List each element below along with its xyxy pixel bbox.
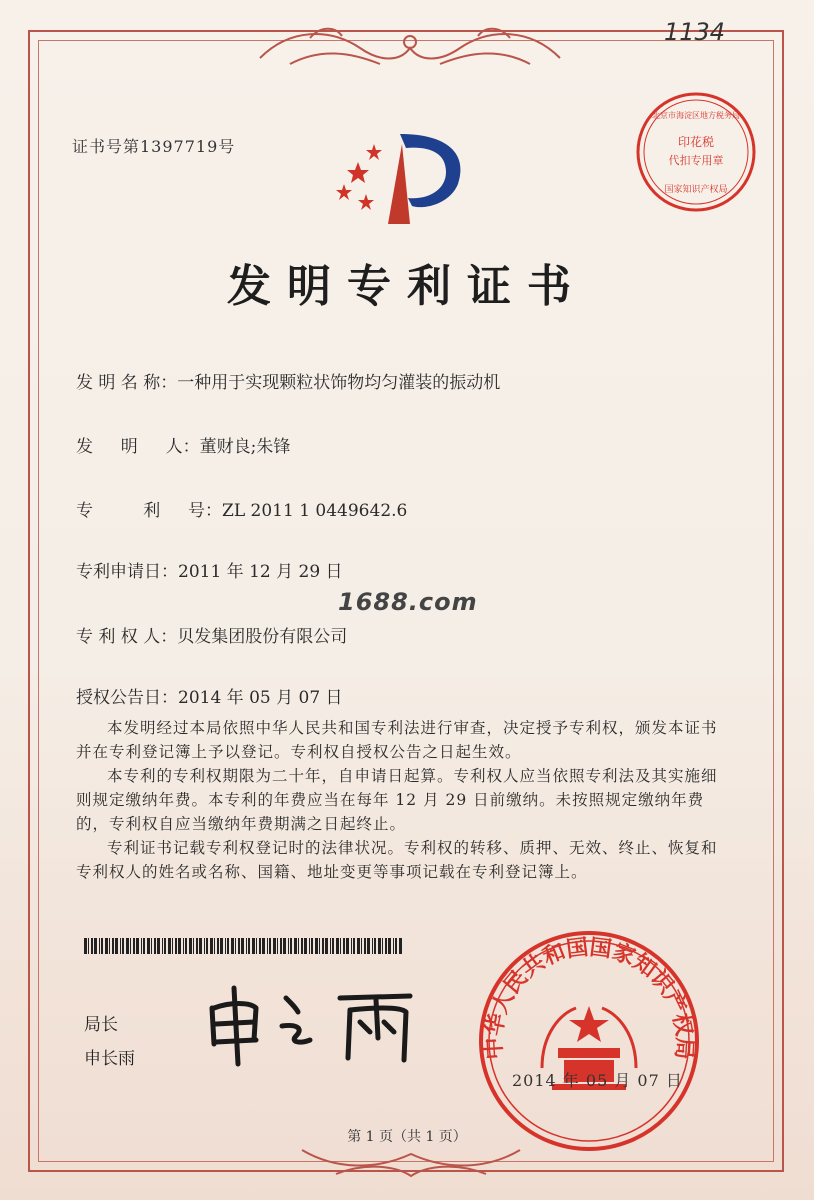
field-patentee <box>76 622 347 647</box>
field-inventor <box>76 432 290 457</box>
svg-text:代扣专用章: 代扣专用章 <box>668 154 724 167</box>
certificate-body <box>76 716 726 884</box>
field-invention-name <box>76 368 500 393</box>
field-label: 发 明 人： <box>76 437 200 457</box>
seal-text: 中华人民共和国国家知识产权局 <box>481 935 697 1061</box>
svg-text:北京市海淀区地方税务局: 北京市海淀区地方税务局 <box>652 111 740 120</box>
field-value: 贝发集团股份有限公司 <box>177 627 348 647</box>
svg-text:国家知识产权局: 国家知识产权局 <box>664 185 728 195</box>
barcode <box>84 938 402 954</box>
patent-office-logo <box>328 124 478 234</box>
signatory-name: 申长雨 <box>84 1049 135 1069</box>
certificate-title: 发明专利证书 <box>227 261 587 312</box>
body-paragraph: 专利证书记载专利权登记时的法律状况。专利权的转移、质押、无效、终止、恢复和专利权人的姓名或名称、国籍、地址变更等事项记载在专利登记簿上。 <box>76 839 718 881</box>
bottom-ornament <box>296 1140 526 1184</box>
field-label: 专 利 号： <box>76 501 223 521</box>
signatory-role: 局长 <box>84 1015 118 1035</box>
field-patent-number <box>76 496 407 521</box>
page-footer: 第 1 页（共 1 页） <box>347 1129 467 1145</box>
field-application-date <box>76 557 343 582</box>
field-label: 专利申请日： <box>76 562 178 582</box>
field-value: 一种用于实现颗粒状饰物均匀灌装的振动机 <box>177 373 501 393</box>
field-label: 发 明 名 称： <box>76 373 178 393</box>
svg-text:中华人民共和国国家知识产权局 <box>481 935 698 1060</box>
field-value: ZL 2011 1 0449642.6 <box>222 501 408 521</box>
field-label: 专 利 权 人： <box>76 627 178 647</box>
certificate-number: 证书号第1397719号 <box>72 137 236 156</box>
field-value: 2014 年 05 月 07 日 <box>178 688 343 708</box>
handwritten-note: 1134 <box>664 18 726 46</box>
tax-stamp-seal <box>634 90 758 214</box>
national-ip-office-seal <box>476 928 702 1154</box>
stamp-date: 2014 年 05 月 07 日 <box>512 1071 683 1090</box>
field-grant-date <box>76 683 343 708</box>
site-watermark: 1688.com <box>338 588 478 616</box>
svg-text:印花税: 印花税 <box>677 135 715 149</box>
top-ornament <box>250 18 570 78</box>
field-label: 授权公告日： <box>76 688 178 708</box>
body-paragraph: 本发明经过本局依照中华人民共和国专利法进行审查，决定授予专利权，颁发本证书并在专利登记簿上予以登记。专利权自授权公告之日起生效。 <box>76 719 718 761</box>
field-value: 2011 年 12 月 29 日 <box>178 562 343 582</box>
field-value: 董财良;朱锋 <box>199 437 291 457</box>
handwritten-signature <box>200 978 440 1068</box>
body-paragraph: 本专利的专利权期限为二十年，自申请日起算。专利权人应当依照专利法及其实施细则规定缴纳年费。本专利的年费应当在每年 12 月 29 日前缴纳。未按照规定缴纳年费的，专利权自应当缴纳年费期满之日起终止。 <box>76 767 718 833</box>
